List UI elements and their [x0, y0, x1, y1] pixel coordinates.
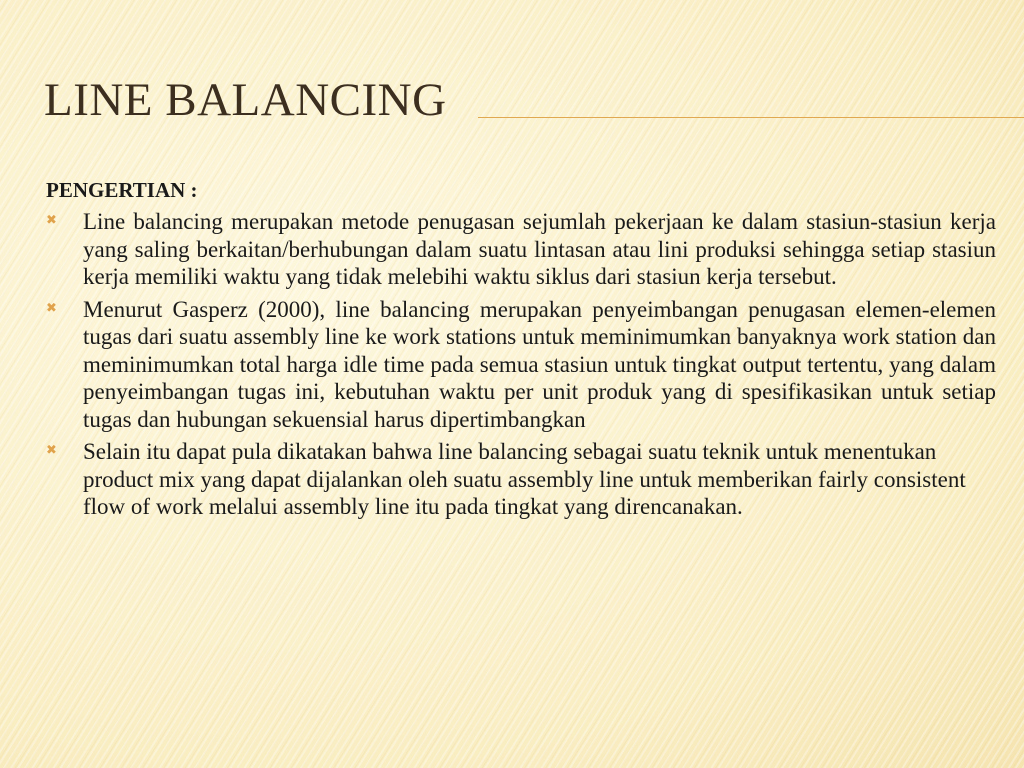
- bullet-list: [46, 208, 996, 521]
- x-mark-icon: ✖: [46, 443, 57, 458]
- x-mark-icon: ✖: [46, 300, 57, 316]
- section-label: PENGERTIAN :: [46, 178, 198, 202]
- bullet-item: [46, 438, 996, 521]
- bullet-text: Menurut Gasperz (2000), line balancing merupakan penyeimbangan penugasan elemen-elemen tugas dari suatu assembly line ke work stations untuk meminimumkan banyaknya work station dan meminimumkan total harga idle time pada semua stasiun untuk tingkat output tertentu, yang dalam penyeimbangan tugas ini, kebutuhan waktu per unit produk yang di spesifikasikan untuk setiap tugas dan hubungan sekuensial harus dipertimbangkan: [83, 296, 996, 432]
- bullet-text: Line balancing merupakan metode penugasan sejumlah pekerjaan ke dalam stasiun-stasiun kerja yang saling berkaitan/berhubungan dalam suatu lintasan atau lini produksi sehingga setiap stasiun kerja memiliki waktu yang tidak melebihi waktu siklus dari stasiun kerja tersebut.: [83, 209, 996, 289]
- slide-title: LINE BALANCING: [44, 74, 447, 126]
- title-divider: [478, 117, 1024, 118]
- bullet-text: Selain itu dapat pula dikatakan bahwa line balancing sebagai suatu teknik untuk menentukan product mix yang dapat dijalankan oleh suatu assembly line untuk memberikan fairly consistent flow of work melalui assembly line itu pada tingkat yang direncanakan.: [83, 439, 966, 519]
- bullet-item: [46, 296, 996, 434]
- x-mark-icon: ✖: [46, 213, 57, 228]
- slide-content: [46, 176, 996, 526]
- bullet-item: [46, 208, 996, 291]
